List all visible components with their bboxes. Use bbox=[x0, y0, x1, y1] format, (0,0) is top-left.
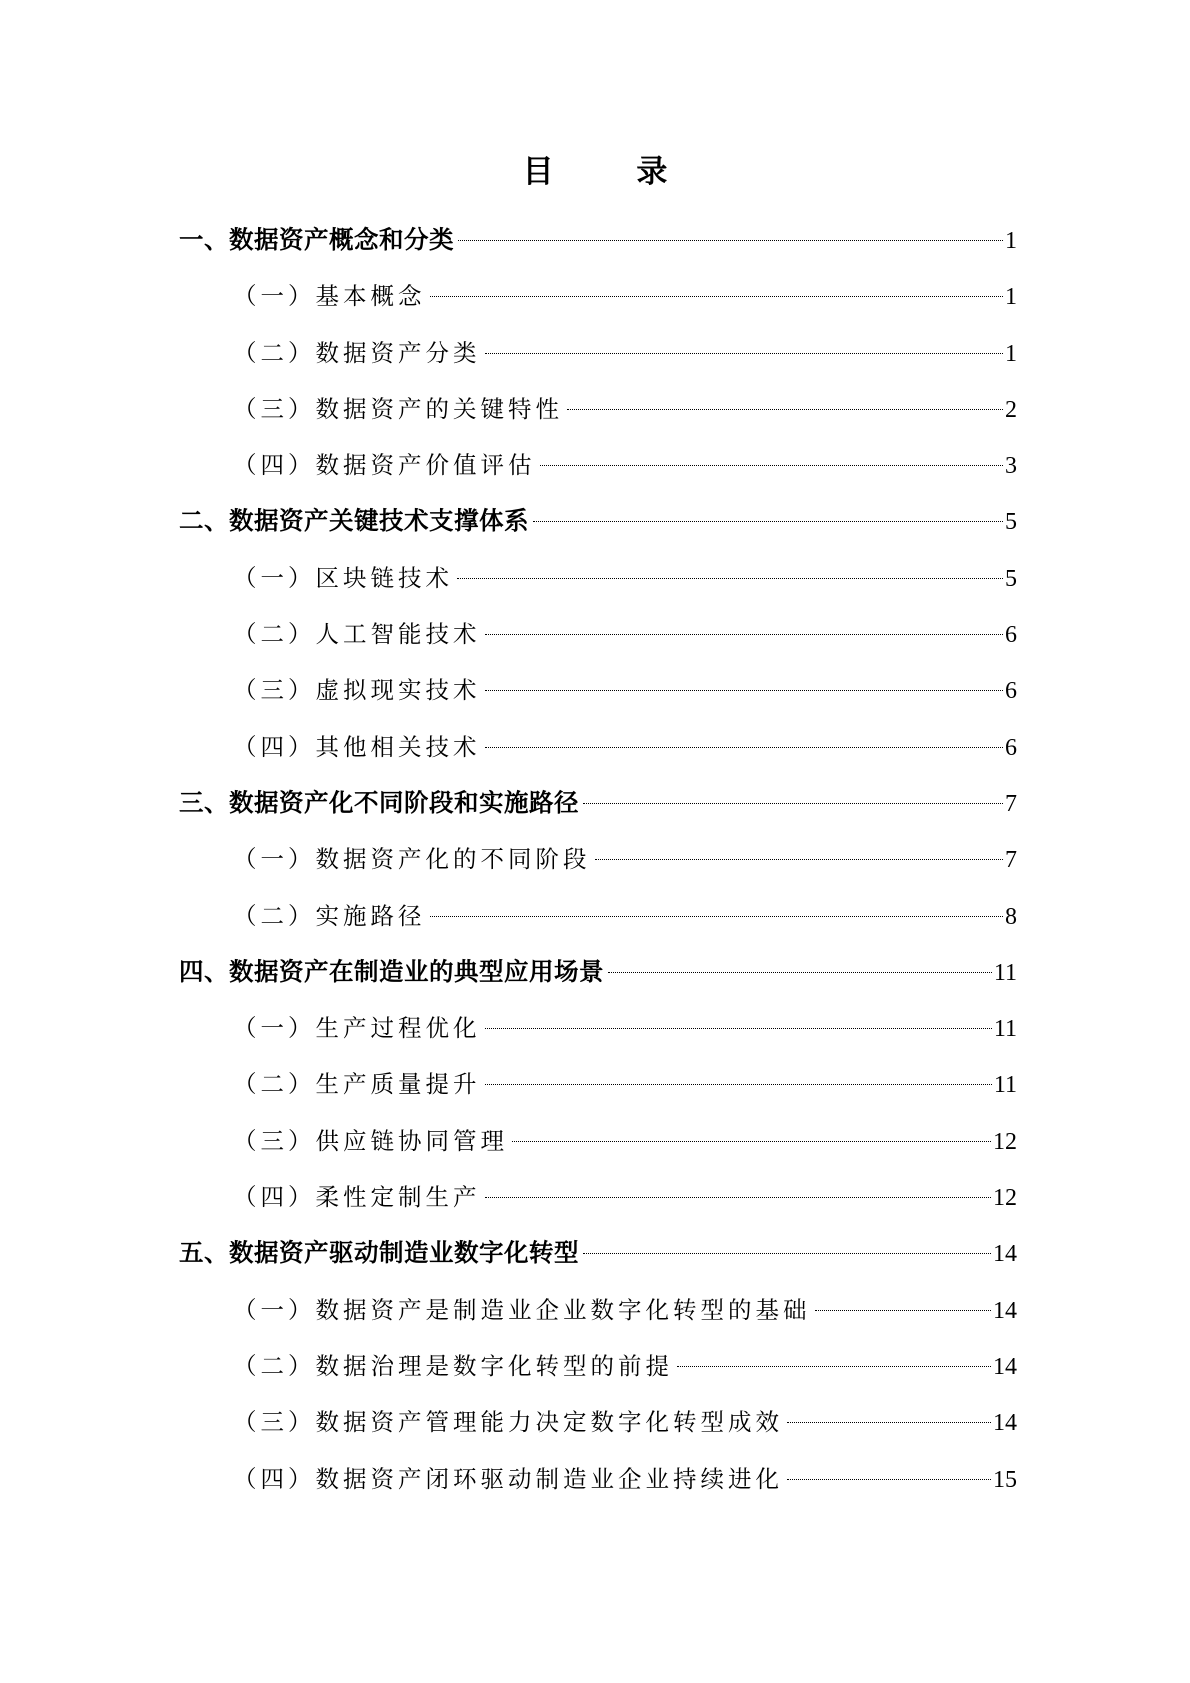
toc-section-entry[interactable] bbox=[179, 1113, 1017, 1169]
dot-leader bbox=[677, 1366, 991, 1367]
toc-entry-title: （四）数据资产闭环驱动制造业企业持续进化 bbox=[233, 1464, 783, 1493]
toc-page-number: 6 bbox=[1005, 678, 1017, 705]
toc-section-entry[interactable] bbox=[179, 381, 1017, 437]
toc-page-number: 12 bbox=[993, 1128, 1017, 1155]
toc-section-entry[interactable] bbox=[179, 1282, 1017, 1338]
dot-leader bbox=[567, 409, 1003, 410]
dot-leader bbox=[512, 1141, 991, 1142]
toc-entry-title: （三）数据资产的关键特性 bbox=[233, 394, 563, 423]
toc-page-number: 3 bbox=[1005, 453, 1017, 480]
toc-section-entry[interactable] bbox=[179, 550, 1017, 606]
toc-entry-title: （二）数据资产分类 bbox=[233, 338, 481, 367]
dot-leader bbox=[458, 240, 1003, 241]
toc-page-number: 15 bbox=[993, 1466, 1017, 1493]
toc-entry-title: （四）数据资产价值评估 bbox=[233, 451, 536, 480]
toc-page-number: 6 bbox=[1005, 622, 1017, 649]
toc-section-entry[interactable] bbox=[179, 662, 1017, 718]
toc-entry-title: （一）数据资产是制造业企业数字化转型的基础 bbox=[233, 1295, 811, 1324]
toc-entry-title: （一）数据资产化的不同阶段 bbox=[233, 845, 591, 874]
toc-chapter-entry[interactable] bbox=[179, 1225, 1017, 1281]
toc-section-entry[interactable] bbox=[179, 1394, 1017, 1450]
dot-leader bbox=[430, 916, 1004, 917]
toc-section-entry[interactable] bbox=[179, 325, 1017, 381]
toc-entry-title: （一）基本概念 bbox=[233, 282, 426, 311]
dot-leader bbox=[485, 1028, 992, 1029]
toc-section-entry[interactable] bbox=[179, 719, 1017, 775]
dot-leader bbox=[457, 578, 1003, 579]
toc-entry-title: 一、数据资产概念和分类 bbox=[179, 225, 454, 254]
toc-page-number: 11 bbox=[993, 959, 1017, 986]
toc-chapter-entry[interactable] bbox=[179, 493, 1017, 549]
toc-entry-title: （三）供应链协同管理 bbox=[233, 1126, 508, 1155]
toc-page-number: 14 bbox=[993, 1297, 1017, 1324]
dot-leader bbox=[485, 1197, 992, 1198]
dot-leader bbox=[815, 1310, 992, 1311]
dot-leader bbox=[533, 521, 1003, 522]
toc-entry-title: 三、数据资产化不同阶段和实施路径 bbox=[179, 787, 579, 817]
toc-page-number: 11 bbox=[993, 1016, 1017, 1043]
toc-section-entry[interactable] bbox=[179, 1451, 1017, 1507]
toc-section-entry[interactable] bbox=[179, 888, 1017, 944]
dot-leader bbox=[595, 859, 1004, 860]
dot-leader bbox=[430, 296, 1004, 297]
toc-entry-title: （二）生产质量提升 bbox=[233, 1070, 481, 1099]
toc-section-entry[interactable] bbox=[179, 1056, 1017, 1112]
toc-entry-title: 二、数据资产关键技术支撑体系 bbox=[179, 506, 529, 536]
dot-leader bbox=[540, 465, 1004, 466]
toc-section-entry[interactable] bbox=[179, 606, 1017, 662]
toc-title: 目 录 bbox=[522, 154, 704, 190]
toc-section-entry[interactable] bbox=[179, 1169, 1017, 1225]
toc-section-entry[interactable] bbox=[179, 831, 1017, 887]
toc-page-number: 14 bbox=[993, 1241, 1017, 1268]
toc-page-number: 12 bbox=[993, 1185, 1017, 1212]
dot-leader bbox=[485, 690, 1004, 691]
toc-entry-title: （四）柔性定制生产 bbox=[233, 1183, 481, 1212]
dot-leader bbox=[583, 1253, 991, 1254]
toc-entry-title: （一）生产过程优化 bbox=[233, 1014, 481, 1043]
toc-page-number: 1 bbox=[1005, 228, 1017, 254]
toc-entry-title: 四、数据资产在制造业的典型应用场景 bbox=[179, 956, 604, 986]
toc-chapter-entry[interactable] bbox=[179, 775, 1017, 831]
toc-page-number: 6 bbox=[1005, 734, 1017, 761]
toc-page-number: 14 bbox=[993, 1410, 1017, 1437]
toc-entry-title: （四）其他相关技术 bbox=[233, 732, 481, 761]
dot-leader bbox=[485, 747, 1004, 748]
toc-page-number: 5 bbox=[1005, 509, 1017, 536]
toc-chapter-entry[interactable] bbox=[179, 212, 1017, 268]
toc-section-entry[interactable] bbox=[179, 437, 1017, 493]
dot-leader bbox=[787, 1422, 991, 1423]
dot-leader bbox=[787, 1479, 991, 1480]
toc-page-number: 8 bbox=[1005, 903, 1017, 930]
toc-page-number: 14 bbox=[993, 1353, 1017, 1380]
dot-leader bbox=[485, 1084, 992, 1085]
toc-section-entry[interactable] bbox=[179, 1000, 1017, 1056]
toc-list bbox=[179, 212, 1017, 1507]
toc-entry-title: （三）数据资产管理能力决定数字化转型成效 bbox=[233, 1408, 783, 1437]
toc-page-number: 7 bbox=[1005, 790, 1017, 817]
toc-page-number: 11 bbox=[993, 1072, 1017, 1099]
toc-entry-title: （二）人工智能技术 bbox=[233, 620, 481, 649]
toc-page-number: 1 bbox=[1005, 284, 1017, 311]
toc-section-entry[interactable] bbox=[179, 268, 1017, 324]
dot-leader bbox=[583, 803, 1003, 804]
toc-entry-title: 五、数据资产驱动制造业数字化转型 bbox=[179, 1238, 579, 1268]
toc-entry-title: （一）区块链技术 bbox=[233, 563, 453, 592]
toc-page-number: 7 bbox=[1005, 847, 1017, 874]
dot-leader bbox=[485, 353, 1004, 354]
dot-leader bbox=[485, 634, 1004, 635]
toc-page-number: 5 bbox=[1005, 565, 1017, 592]
toc-page-number: 1 bbox=[1005, 340, 1017, 367]
dot-leader bbox=[608, 972, 992, 973]
toc-chapter-entry[interactable] bbox=[179, 944, 1017, 1000]
toc-entry-title: （三）虚拟现实技术 bbox=[233, 676, 481, 705]
toc-section-entry[interactable] bbox=[179, 1338, 1017, 1394]
toc-entry-title: （二）实施路径 bbox=[233, 901, 426, 930]
toc-page-number: 2 bbox=[1005, 396, 1017, 423]
toc-entry-title: （二）数据治理是数字化转型的前提 bbox=[233, 1351, 673, 1380]
